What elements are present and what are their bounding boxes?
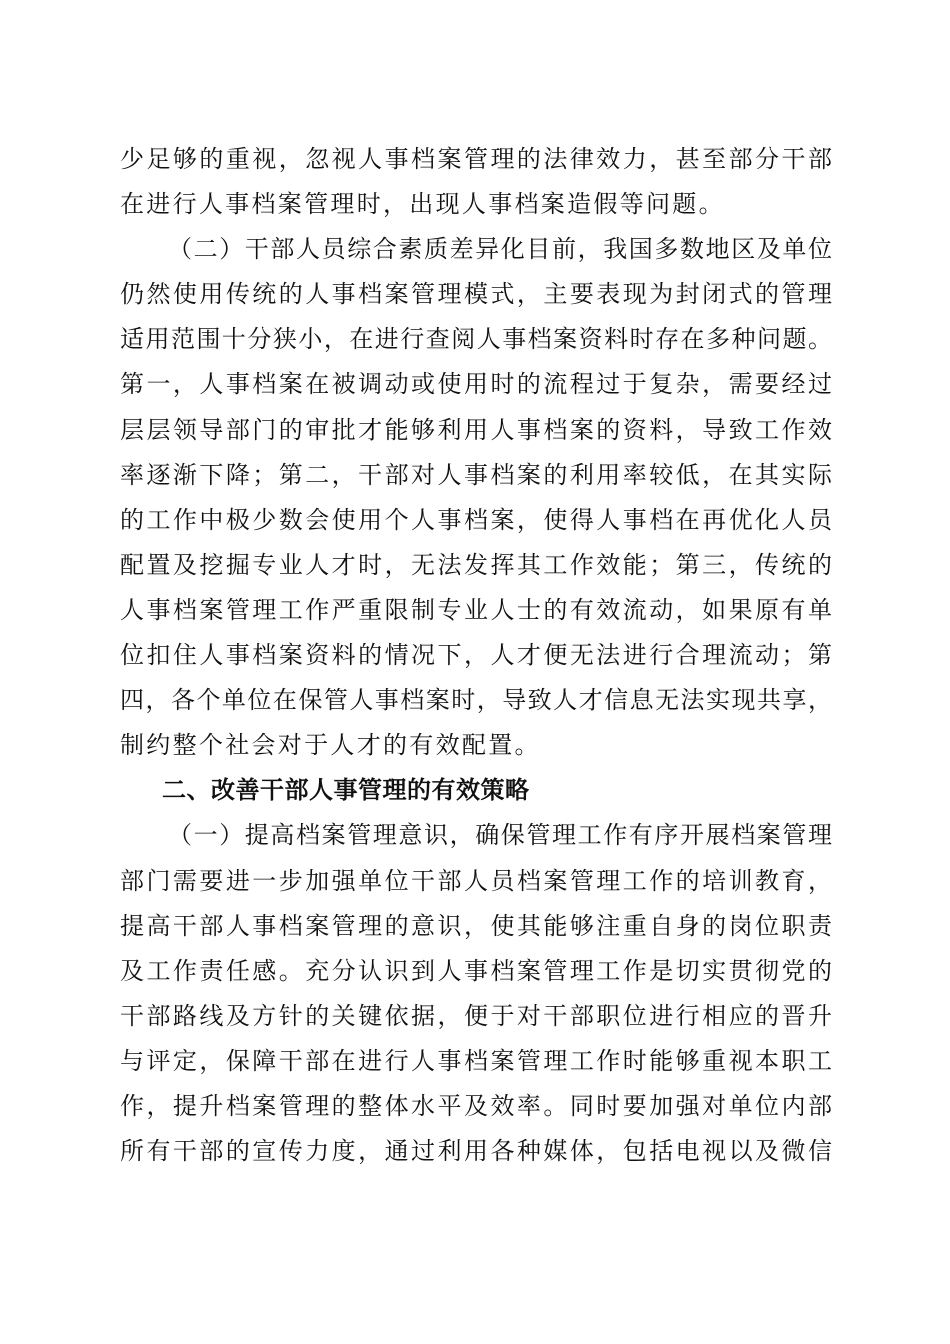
text-line: 部门需要进一步加强单位干部人员档案管理工作的培训教育， — [120, 866, 835, 895]
text-line: 层层领导部门的审批才能够利用人事档案的资料，导致工作效 — [120, 415, 835, 444]
text-line: 少足够的重视，忽视人事档案管理的法律效力，甚至部分干部 — [120, 145, 835, 173]
text-line: 仍然使用传统的人事档案管理模式，主要表现为封闭式的管理 — [120, 280, 835, 309]
section-heading-2: （二）干部人员综合素质差异化目前，我国多数地区及单位 — [168, 235, 834, 264]
text-line: 第一，人事档案在被调动或使用时的流程过于复杂，需要经过 — [120, 370, 835, 399]
text-line: 率逐渐下降；第二，干部对人事档案的利用率较低，在其实际 — [120, 460, 835, 489]
text-line: 在进行人事档案管理时，出现人事档案造假等问题。 — [120, 190, 725, 219]
section-heading-1: （一）提高档案管理意识，确保管理工作有序开展档案管理 — [168, 821, 834, 850]
text-line: 与评定，保障干部在进行人事档案管理工作时能够重视本职工 — [120, 1046, 835, 1075]
text-line: 配置及挖掘专业人才时，无法发挥其工作效能；第三，传统的 — [120, 550, 835, 579]
text-line: 人事档案管理工作严重限制专业人士的有效流动，如果原有单 — [120, 595, 835, 624]
text-line: 干部路线及方针的关键依据，便于对干部职位进行相应的晋升 — [120, 1001, 835, 1030]
text-line: 位扣住人事档案资料的情况下，人才便无法进行合理流动；第 — [120, 641, 835, 670]
text-line: 制约整个社会对于人才的有效配置。 — [120, 731, 541, 760]
text-line: 适用范围十分狭小，在进行查阅人事档案资料时存在多种问题。 — [120, 325, 834, 354]
chapter-heading: 二、改善干部人事管理的有效策略 — [162, 776, 530, 805]
text-line: 提高干部人事档案管理的意识，使其能够注重自身的岗位职责 — [120, 911, 835, 940]
text-line: 的工作中极少数会使用个人事档案，使得人事档在再优化人员 — [120, 505, 835, 534]
text-line: 作，提升档案管理的整体水平及效率。同时要加强对单位内部 — [120, 1091, 835, 1120]
text-line: 四，各个单位在保管人事档案时，导致人才信息无法实现共享， — [120, 686, 834, 715]
text-line: 所有干部的宣传力度，通过利用各种媒体，包括电视以及微信 — [120, 1137, 835, 1166]
text-line: 及工作责任感。充分认识到人事档案管理工作是切实贯彻党的 — [120, 956, 835, 985]
document-body — [120, 137, 835, 1174]
